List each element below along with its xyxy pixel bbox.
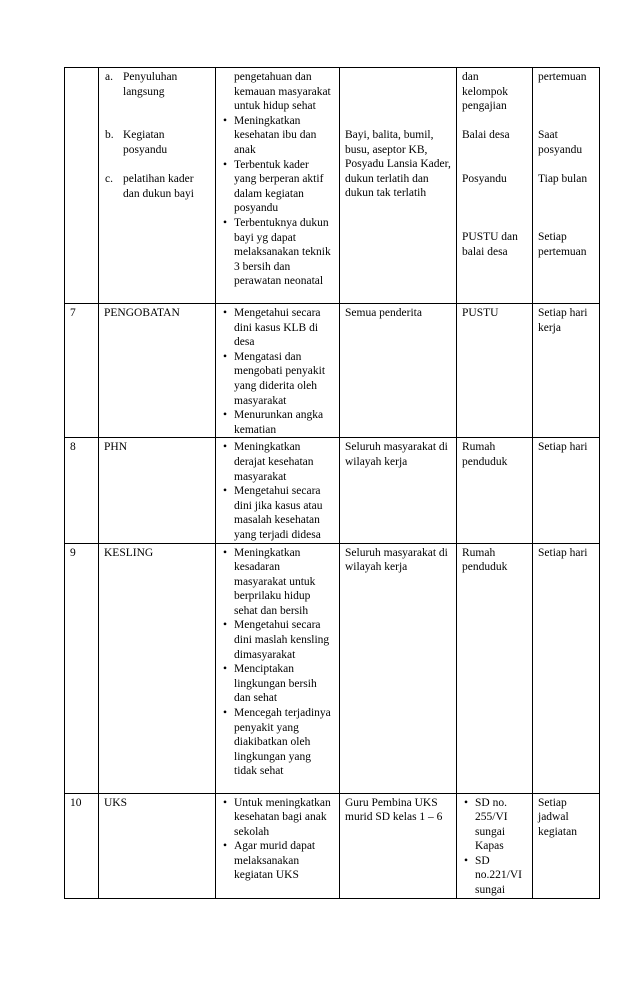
goal-cell — [216, 304, 340, 438]
time-text: pertemuan — [538, 71, 587, 83]
list-item: • Terbentuk kader yang berperan aktif dalam kegiatan posyandu — [221, 158, 334, 216]
place-cell: Rumah penduduk — [457, 543, 533, 793]
spacer — [345, 70, 451, 128]
target-cell — [340, 68, 457, 304]
list-item: pengetahuan dan kemauan masyarakat untuk hidup sehat — [234, 71, 331, 113]
row-number: 10 — [65, 793, 99, 898]
row-number: 9 — [65, 543, 99, 793]
goal-cell — [216, 68, 340, 304]
activity-cell: UKS — [99, 793, 216, 898]
list-marker: c. — [105, 173, 113, 185]
activity-cell — [99, 68, 216, 304]
program-table — [64, 67, 600, 899]
activity-cell: KESLING — [99, 543, 216, 793]
time-text: Tiap bulan — [538, 173, 588, 185]
activity-text: Kegiatan posyandu — [123, 129, 168, 156]
list-item: • SD no.221/VI sungai — [462, 854, 527, 898]
target-cell: Seluruh masyarakat di wilayah kerja — [340, 438, 457, 543]
list-item: • Mengetahui secara dini jika kasus atau masalah kesehatan yang terjadi didesa — [221, 484, 334, 542]
table-row — [65, 438, 600, 543]
goal-list — [221, 546, 334, 780]
table-row — [65, 793, 600, 898]
place-text: Posyandu — [462, 173, 507, 185]
time-text: Saat posyandu — [538, 129, 583, 156]
activity-list — [104, 70, 210, 201]
row-number — [65, 68, 99, 304]
list-item: • Agar murid dapat melaksanakan kegiatan UKS — [221, 839, 334, 883]
list-item — [104, 128, 210, 172]
list-item: • Mengetahui secara dini maslah kensling dimasyarakat — [221, 618, 334, 662]
target-text: Bayi, balita, bumil, busu, aseptor KB, Posyadu Lansia Kader, dukun terlatih dan dukun tak terlatih — [345, 129, 451, 200]
place-cell: Rumah penduduk — [457, 438, 533, 543]
place-cell — [457, 68, 533, 304]
place-cell — [457, 793, 533, 898]
list-item — [104, 172, 210, 201]
list-item: • Meningkatkan kesehatan ibu dan anak — [221, 114, 334, 158]
target-cell: Semua penderita — [340, 304, 457, 438]
place-cell: PUSTU — [457, 304, 533, 438]
place-list — [462, 796, 527, 898]
activity-text: pelatihan kader dan dukun bayi — [123, 173, 194, 200]
time-cell: Setiap hari — [533, 438, 600, 543]
list-item — [104, 70, 210, 128]
target-cell: Guru Pembina UKS murid SD kelas 1 – 6 — [340, 793, 457, 898]
target-cell: Seluruh masyarakat di wilayah kerja — [340, 543, 457, 793]
row-number: 7 — [65, 304, 99, 438]
table-row — [65, 304, 600, 438]
goal-cell — [216, 793, 340, 898]
goal-list — [221, 306, 334, 437]
place-text: PUSTU dan balai desa — [462, 231, 518, 258]
activity-cell: PHN — [99, 438, 216, 543]
list-item: • Untuk meningkatkan kesehatan bagi anak sekolah — [221, 796, 334, 840]
list-item: • Mengatasi dan mengobati penyakit yang diderita oleh masyarakat — [221, 350, 334, 408]
list-item: • SD no. 255/VI sungai Kapas — [462, 796, 527, 854]
list-marker: b. — [105, 129, 114, 141]
goal-list — [221, 796, 334, 884]
place-text: dan kelompok pengajian — [462, 71, 508, 113]
goal-cell — [216, 438, 340, 543]
table-row — [65, 68, 600, 304]
activity-cell: PENGOBATAN — [99, 304, 216, 438]
list-item: • Mencegah terjadinya penyakit yang diakibatkan oleh lingkungan yang tidak sehat — [221, 706, 334, 779]
list-item: • Meningkatkan derajat kesehatan masyarakat — [221, 440, 334, 484]
goal-cell — [216, 543, 340, 793]
list-item: • Menciptakan lingkungan bersih dan sehat — [221, 662, 334, 706]
place-text: Balai desa — [462, 129, 510, 141]
time-cell: Setiap hari kerja — [533, 304, 600, 438]
list-item: • Terbentuknya dukun bayi yg dapat melaksanakan teknik 3 bersih dan perawatan neonatal — [221, 216, 334, 289]
time-cell: Setiap hari — [533, 543, 600, 793]
list-item: • Mengetahui secara dini kasus KLB di desa — [221, 306, 334, 350]
activity-text: Penyuluhan langsung — [123, 71, 178, 98]
time-cell: Setiap jadwal kegiatan — [533, 793, 600, 898]
goal-list — [221, 440, 334, 542]
time-cell — [533, 68, 600, 304]
list-item: • Meningkatkan kesadaran masyarakat untuk berprilaku hidup sehat dan bersih — [221, 546, 334, 619]
time-text: Setiap pertemuan — [538, 231, 587, 258]
table-row — [65, 543, 600, 793]
list-item: • Menurunkan angka kematian — [221, 408, 334, 437]
goal-list — [221, 70, 334, 289]
list-marker: a. — [105, 71, 113, 83]
row-number: 8 — [65, 438, 99, 543]
